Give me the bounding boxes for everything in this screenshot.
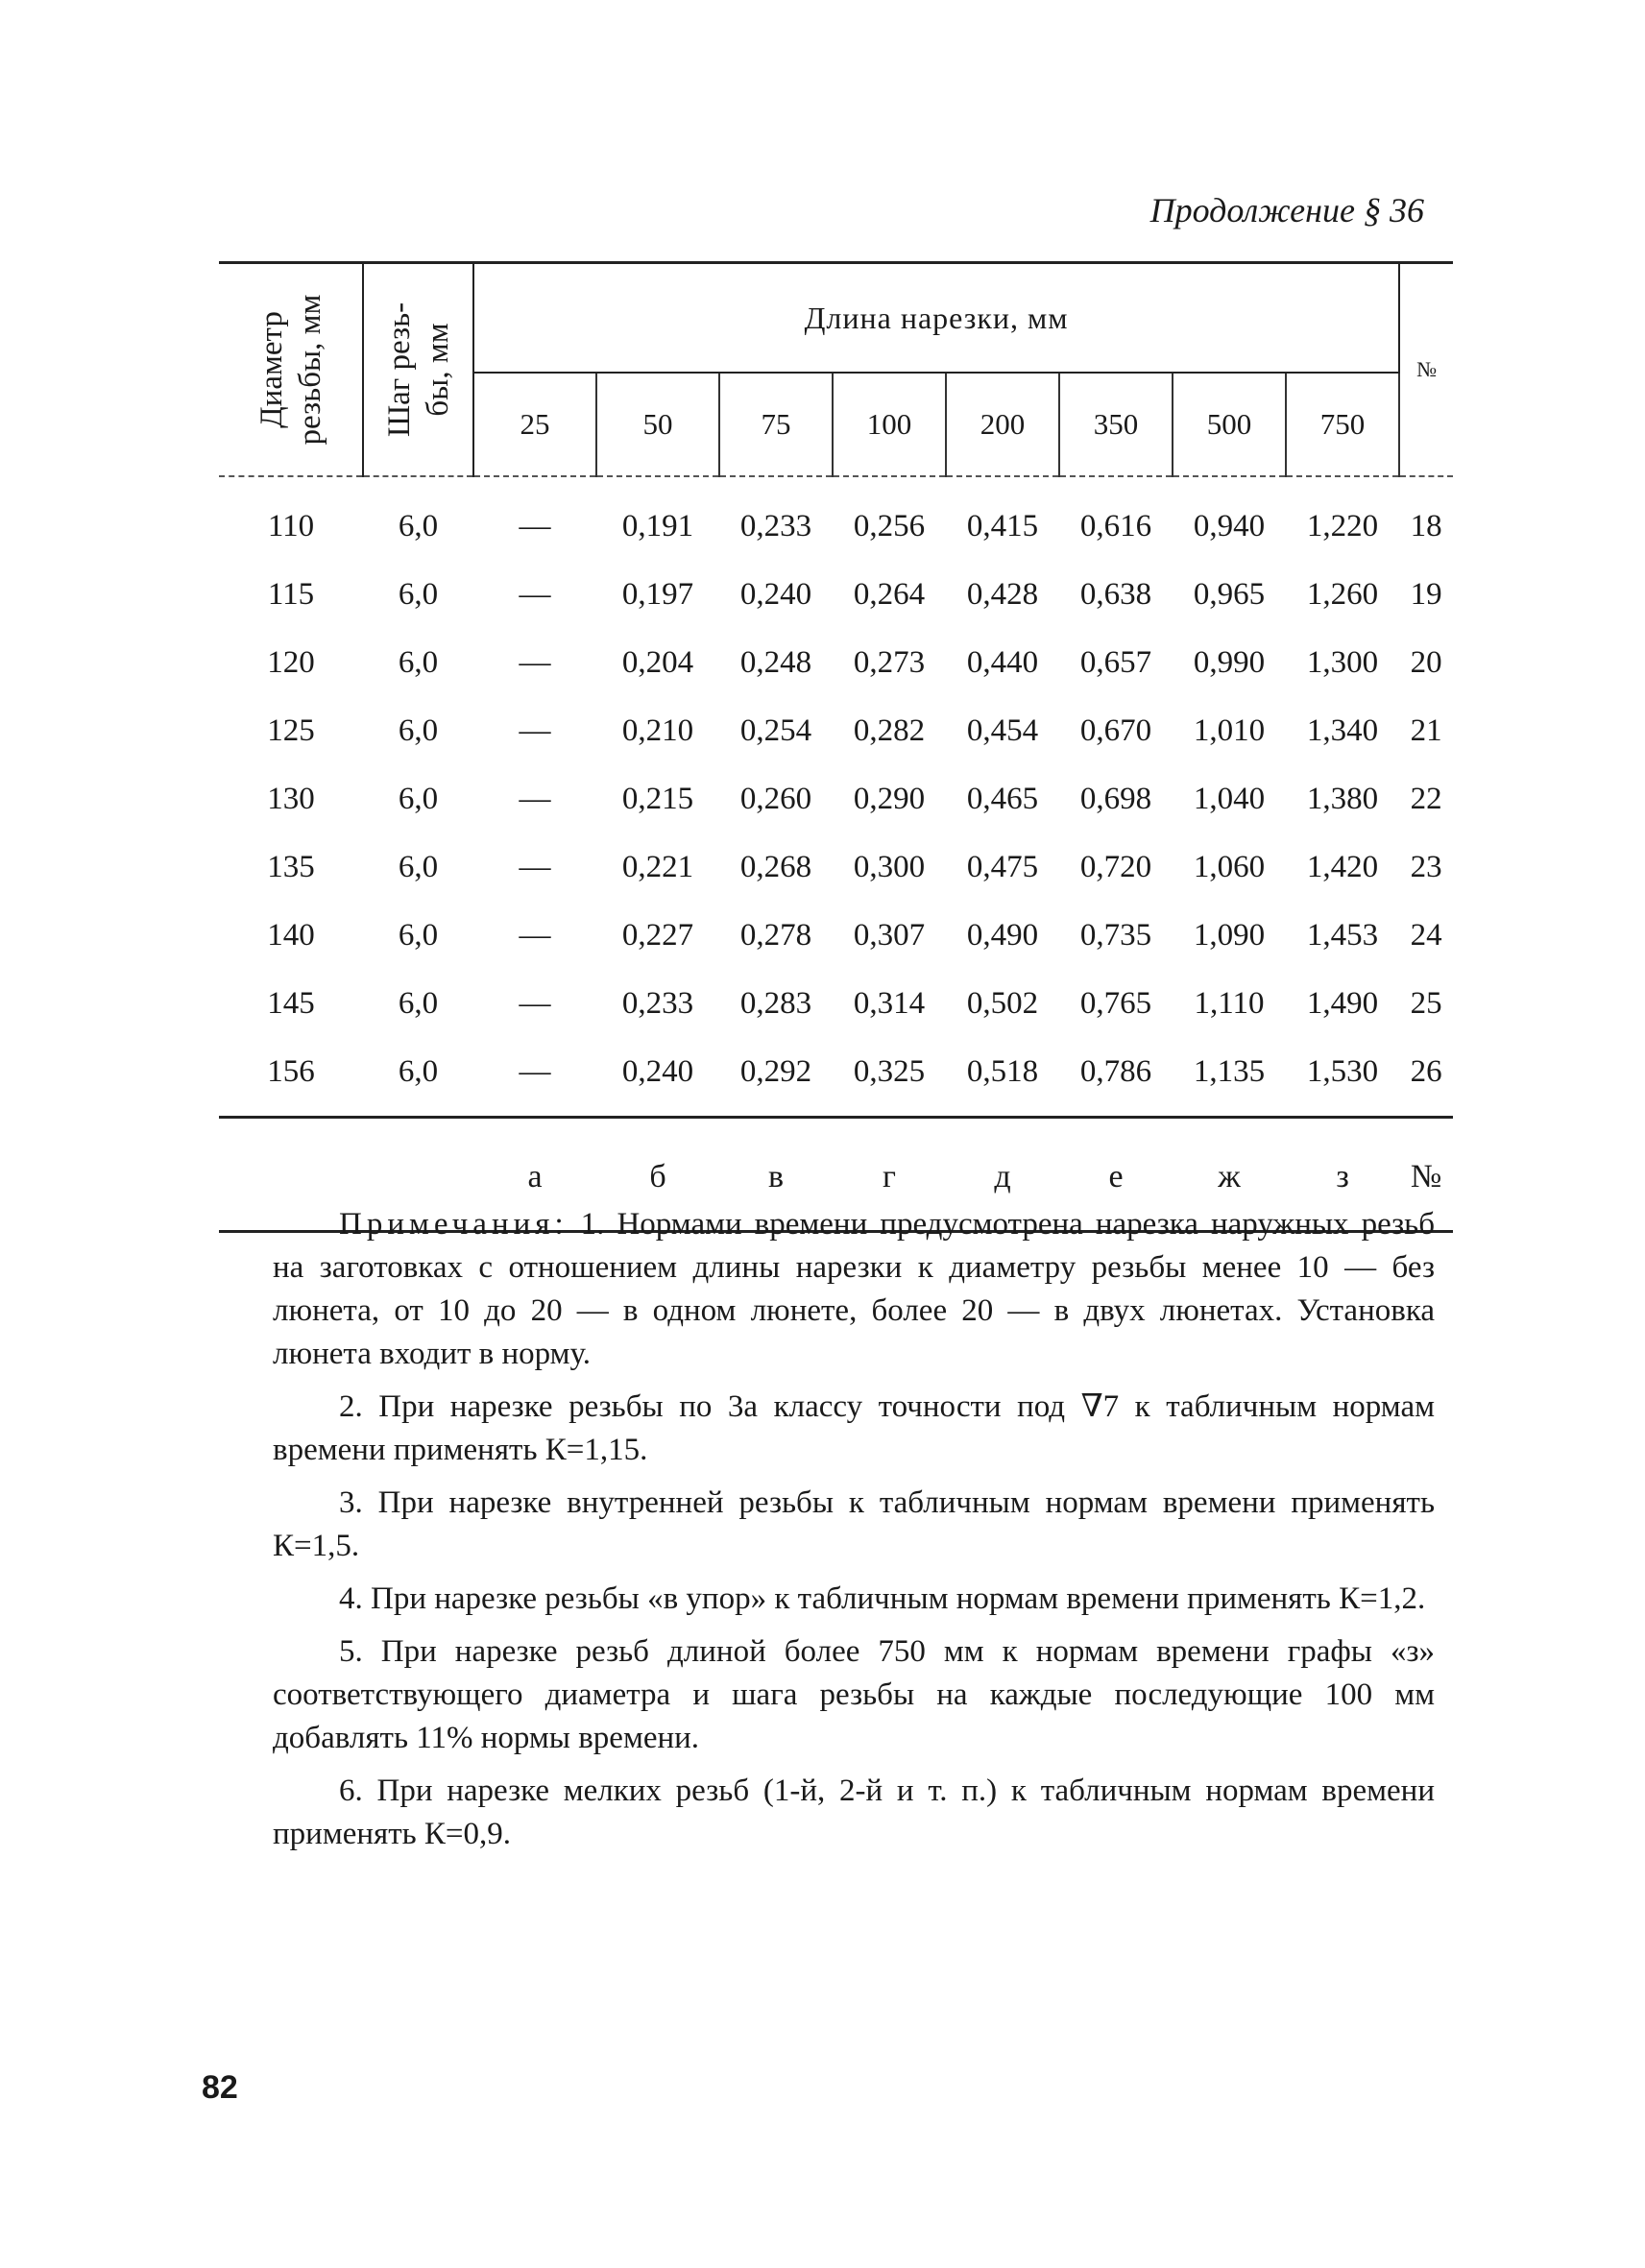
table-row (219, 765, 1453, 833)
row-number-cell: 24 (1410, 918, 1442, 953)
time-cell: 0,698 (1079, 782, 1152, 816)
time-cell: 0,518 (946, 1038, 1059, 1118)
time-cell: 0,990 (1193, 645, 1266, 680)
row-number-cell: 21 (1410, 713, 1442, 748)
length-header-100: 100 (833, 373, 946, 476)
time-cell: 0,940 (1193, 509, 1266, 543)
row-number-cell: 22 (1410, 782, 1442, 816)
time-cell: 1,530 (1286, 1038, 1399, 1118)
length-header-25: 25 (473, 373, 596, 476)
column-letter: б (596, 1118, 719, 1232)
note-4: 4. При нарезке резьбы «в упор» к табличным нормам времени применять К=1,2. (339, 1581, 1426, 1616)
note-2: 2. При нарезке резьбы по 3а классу точности под ∇7 к табличным нормам времени применять К=1,15. (273, 1389, 1435, 1467)
time-cell: 0,475 (966, 850, 1039, 884)
time-cell: — (519, 850, 551, 884)
diameter-cell: 115 (267, 577, 315, 612)
length-header-75: 75 (719, 373, 833, 476)
diameter-cell: 130 (267, 782, 315, 816)
time-cell: 0,616 (1079, 509, 1152, 543)
time-cell: 0,191 (621, 509, 694, 543)
column-letter: д (946, 1118, 1059, 1232)
time-cell: 0,215 (621, 782, 694, 816)
time-cell: — (519, 713, 551, 748)
time-cell: 1,420 (1306, 850, 1379, 884)
row-number-cell: 25 (1410, 986, 1442, 1021)
length-header-200: 200 (946, 373, 1059, 476)
diameter-cell: 135 (267, 850, 315, 884)
time-cell: 1,490 (1306, 986, 1379, 1021)
time-cell: 0,240 (739, 577, 812, 612)
pitch-header: Шаг резь- бы, мм (363, 263, 473, 477)
table-row (219, 970, 1453, 1038)
time-cell: — (519, 645, 551, 680)
time-cell: 0,314 (853, 986, 926, 1021)
time-cell: 0,786 (1059, 1038, 1173, 1118)
pitch-cell: 6,0 (363, 1038, 473, 1118)
time-cell: 0,502 (966, 986, 1039, 1021)
time-cell: 0,735 (1079, 918, 1152, 953)
time-cell: 0,278 (739, 918, 812, 953)
time-cell: 0,490 (966, 918, 1039, 953)
time-cell: 1,060 (1193, 850, 1266, 884)
time-cell: 0,283 (739, 986, 812, 1021)
row-number-cell: 20 (1410, 645, 1442, 680)
pitch-cell: 6,0 (398, 713, 439, 748)
table-row (219, 561, 1453, 629)
diameter-cell: 125 (267, 713, 315, 748)
time-cell: 0,657 (1079, 645, 1152, 680)
time-cell: — (473, 1038, 596, 1118)
time-cell: 0,233 (621, 986, 694, 1021)
time-cell: 0,292 (719, 1038, 833, 1118)
pitch-cell: 6,0 (398, 986, 439, 1021)
table-row (219, 697, 1453, 765)
time-norms-table (219, 261, 1453, 1233)
time-cell: 0,268 (739, 850, 812, 884)
column-letter: а (473, 1118, 596, 1232)
time-cell: 0,273 (853, 645, 926, 680)
time-cell: — (519, 577, 551, 612)
table-row (219, 476, 1453, 561)
time-cell: 1,040 (1193, 782, 1266, 816)
pitch-cell: 6,0 (398, 850, 439, 884)
column-letter: е (1059, 1118, 1173, 1232)
time-cell: 0,227 (621, 918, 694, 953)
table-row (219, 1038, 1453, 1118)
time-cell: — (519, 918, 551, 953)
pitch-cell: 6,0 (398, 577, 439, 612)
time-cell: 0,197 (621, 577, 694, 612)
diameter-cell: 156 (219, 1038, 363, 1118)
column-letter: в (719, 1118, 833, 1232)
time-cell: 1,260 (1306, 577, 1379, 612)
time-cell: 1,380 (1306, 782, 1379, 816)
diameter-cell: 145 (267, 986, 315, 1021)
time-cell: 0,248 (739, 645, 812, 680)
time-cell: — (519, 986, 551, 1021)
time-cell: 0,465 (966, 782, 1039, 816)
time-cell: 0,260 (739, 782, 812, 816)
table-row (219, 833, 1453, 902)
column-letter: ж (1173, 1118, 1286, 1232)
length-header-500: 500 (1173, 373, 1286, 476)
time-cell: 0,204 (621, 645, 694, 680)
time-cell: 0,965 (1193, 577, 1266, 612)
row-number-cell: 18 (1410, 509, 1442, 543)
time-cell: 0,454 (966, 713, 1039, 748)
time-cell: 0,765 (1079, 986, 1152, 1021)
number-header: № (1399, 263, 1453, 477)
row-number-cell: 23 (1410, 850, 1442, 884)
time-cell: 0,670 (1079, 713, 1152, 748)
time-cell: 0,256 (853, 509, 926, 543)
time-cell: 0,428 (966, 577, 1039, 612)
time-cell: 1,453 (1306, 918, 1379, 953)
time-cell: 0,440 (966, 645, 1039, 680)
time-cell: 0,415 (966, 509, 1039, 543)
notes-section (273, 1203, 1435, 1866)
time-cell: 1,135 (1173, 1038, 1286, 1118)
time-cell: 0,325 (833, 1038, 946, 1118)
column-letter: г (833, 1118, 946, 1232)
time-cell: 0,282 (853, 713, 926, 748)
time-cell: 0,300 (853, 850, 926, 884)
length-header-350: 350 (1059, 373, 1173, 476)
time-cell: 0,720 (1079, 850, 1152, 884)
time-cell: 0,210 (621, 713, 694, 748)
time-cell: 0,290 (853, 782, 926, 816)
continuation-header: Продолжение § 36 (1149, 191, 1424, 229)
time-cell: 0,254 (739, 713, 812, 748)
pitch-cell: 6,0 (398, 782, 439, 816)
row-number-cell: 19 (1410, 577, 1442, 612)
pitch-cell: 6,0 (398, 645, 439, 680)
page-number: 82 (202, 2069, 238, 2106)
diameter-cell: 120 (267, 645, 315, 680)
time-cell: 0,221 (621, 850, 694, 884)
time-cell: 0,240 (596, 1038, 719, 1118)
time-cell: 1,010 (1193, 713, 1266, 748)
time-cell: 0,307 (853, 918, 926, 953)
column-letter: № (1399, 1118, 1453, 1232)
table-row (219, 902, 1453, 970)
note-3: 3. При нарезке внутренней резьбы к табличным нормам времени применять К=1,5. (273, 1485, 1435, 1563)
pitch-cell: 6,0 (398, 918, 439, 953)
diameter-cell: 110 (267, 509, 315, 543)
time-cell: 0,233 (739, 509, 812, 543)
time-cell: 1,110 (1194, 986, 1265, 1021)
length-group-header: Длина нарезки, мм (473, 263, 1399, 374)
notes-label: Примечания: (339, 1207, 568, 1242)
column-letter: з (1286, 1118, 1399, 1232)
time-cell: 1,340 (1306, 713, 1379, 748)
length-header-50: 50 (596, 373, 719, 476)
note-5: 5. При нарезке резьб длиной более 750 мм к нормам времени графы «з» соответствующего диаметра и шага резьбы на каждые последующие 100 мм добавлять 11% нормы времени. (273, 1634, 1435, 1755)
time-cell: 1,220 (1306, 509, 1379, 543)
pitch-cell: 6,0 (398, 509, 439, 543)
time-cell: 0,638 (1079, 577, 1152, 612)
diameter-cell: 140 (267, 918, 315, 953)
time-cell: — (519, 782, 551, 816)
time-cell: — (519, 509, 551, 543)
row-number-cell: 26 (1399, 1038, 1453, 1118)
time-cell: 1,090 (1193, 918, 1266, 953)
table-row (219, 629, 1453, 697)
length-header-750: 750 (1286, 373, 1399, 476)
note-1: Примечания: 1. Нормами времени предусмотрена нарезка наружных резьб на заготовках с отношением длины нарезки к диаметру резьбы менее 10 — без люнета, от 10 до 20 — в одном люнете, более 20 — в двух люнетах. Установка люнета входит в норму. (273, 1207, 1435, 1371)
diameter-header: Диаметр резьбы, мм (219, 263, 363, 477)
note-6: 6. При нарезке мелких резьб (1-й, 2-й и т. п.) к табличным нормам времени применять К=0,9. (273, 1773, 1435, 1851)
time-cell: 0,264 (853, 577, 926, 612)
time-cell: 1,300 (1306, 645, 1379, 680)
